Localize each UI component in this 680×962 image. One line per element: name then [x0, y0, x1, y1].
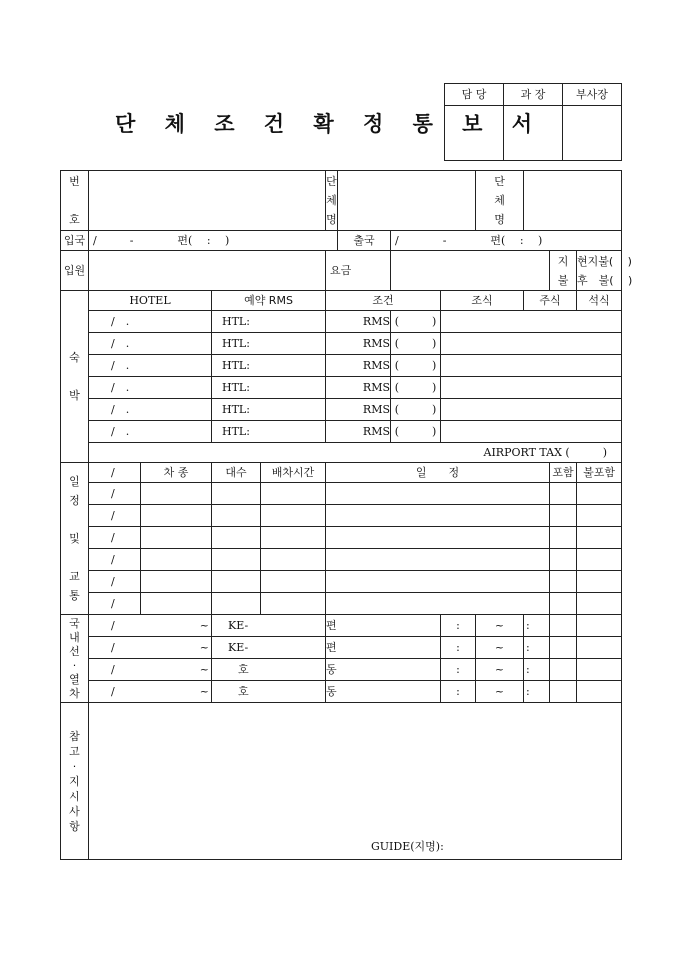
guide-signature-label: GUIDE(지명):	[371, 840, 444, 853]
entry-flight-field[interactable]: / - 편( : )	[89, 231, 338, 251]
domestic-row[interactable]: / ~ 호 동 : ~ :	[61, 681, 622, 703]
domestic-row[interactable]: / ~ 호 동 : ~ :	[61, 659, 622, 681]
fee-label: 요금	[326, 251, 391, 291]
document-title: 단 체 조 건 확 정 통 보 서	[115, 111, 544, 136]
lodging-row[interactable]: / . HTL: RMS ( )	[61, 421, 622, 443]
airport-tax[interactable]: AIRPORT TAX ( )	[89, 443, 622, 463]
rms-header: 예약 RMS	[212, 291, 326, 311]
itinerary-row[interactable]: /	[61, 483, 622, 505]
lodging-row[interactable]: / . HTL: RMS ( )	[61, 311, 622, 333]
group-name-label-2: 단 체 명	[476, 171, 524, 231]
group-name-field-1[interactable]	[338, 171, 476, 231]
itinerary-row[interactable]: /	[61, 505, 622, 527]
departure-label: 출국	[338, 231, 391, 251]
notes-field[interactable]	[89, 703, 622, 860]
group-name-field-2[interactable]	[524, 171, 622, 231]
approval-manager-label: 담 당	[445, 84, 504, 106]
lunch-header: 주식	[524, 291, 577, 311]
breakfast-header: 조식	[441, 291, 524, 311]
domestic-row[interactable]: 국 내 선 · 열 차 / ~ KE- 편 : ~ :	[61, 615, 622, 637]
schedule-header: 일 정	[326, 463, 550, 483]
notes-label: 참 고 · 지 시 사 항	[61, 703, 89, 860]
fee-field[interactable]	[391, 251, 550, 291]
hotel-header: HOTEL	[89, 291, 212, 311]
number-label: 번 호	[61, 171, 89, 231]
number-field[interactable]	[89, 171, 326, 231]
group-name-label-1: 단 체 명	[326, 171, 338, 231]
approval-vp-label: 부사장	[563, 84, 622, 106]
itinerary-row[interactable]: /	[61, 527, 622, 549]
lodging-row[interactable]: / . HTL: RMS ( )	[61, 355, 622, 377]
itinerary-row[interactable]: /	[61, 571, 622, 593]
dispatch-time-header: 배차시간	[261, 463, 326, 483]
domestic-row[interactable]: / ~ KE- 편 : ~ :	[61, 637, 622, 659]
domestic-label: 국 내 선 · 열 차	[61, 615, 89, 703]
payment-label: 지 불	[550, 251, 577, 291]
payment-options[interactable]: 현지불( ) 후 불( )	[577, 251, 622, 291]
entry-label: 입국	[61, 231, 89, 251]
departure-flight-field[interactable]: / - 편( : )	[391, 231, 622, 251]
condition-header: 조건	[326, 291, 441, 311]
itinerary-row[interactable]: /	[61, 549, 622, 571]
lodging-row[interactable]: / . HTL: RMS ( )	[61, 399, 622, 421]
included-header: 포함	[550, 463, 577, 483]
approval-chief-label: 과 장	[504, 84, 563, 106]
approval-vp-sign[interactable]	[563, 106, 622, 161]
excluded-header: 불포함	[577, 463, 622, 483]
lodging-label: 숙 박	[61, 291, 89, 463]
approval-box	[444, 83, 622, 161]
itinerary-date-header: /	[89, 463, 141, 483]
lodging-row[interactable]: / . HTL: RMS ( )	[61, 333, 622, 355]
approval-chief-sign[interactable]	[504, 106, 563, 161]
car-type-header: 차 종	[141, 463, 212, 483]
itinerary-label: 일 정 및 교 통	[61, 463, 89, 615]
itinerary-row[interactable]: /	[61, 593, 622, 615]
dinner-header: 석식	[577, 291, 622, 311]
lodging-row[interactable]: / . HTL: RMS ( )	[61, 377, 622, 399]
car-count-header: 대수	[212, 463, 261, 483]
members-label: 입원	[61, 251, 89, 291]
members-field[interactable]	[89, 251, 326, 291]
form-table	[60, 170, 633, 860]
approval-manager-sign[interactable]	[445, 106, 504, 161]
